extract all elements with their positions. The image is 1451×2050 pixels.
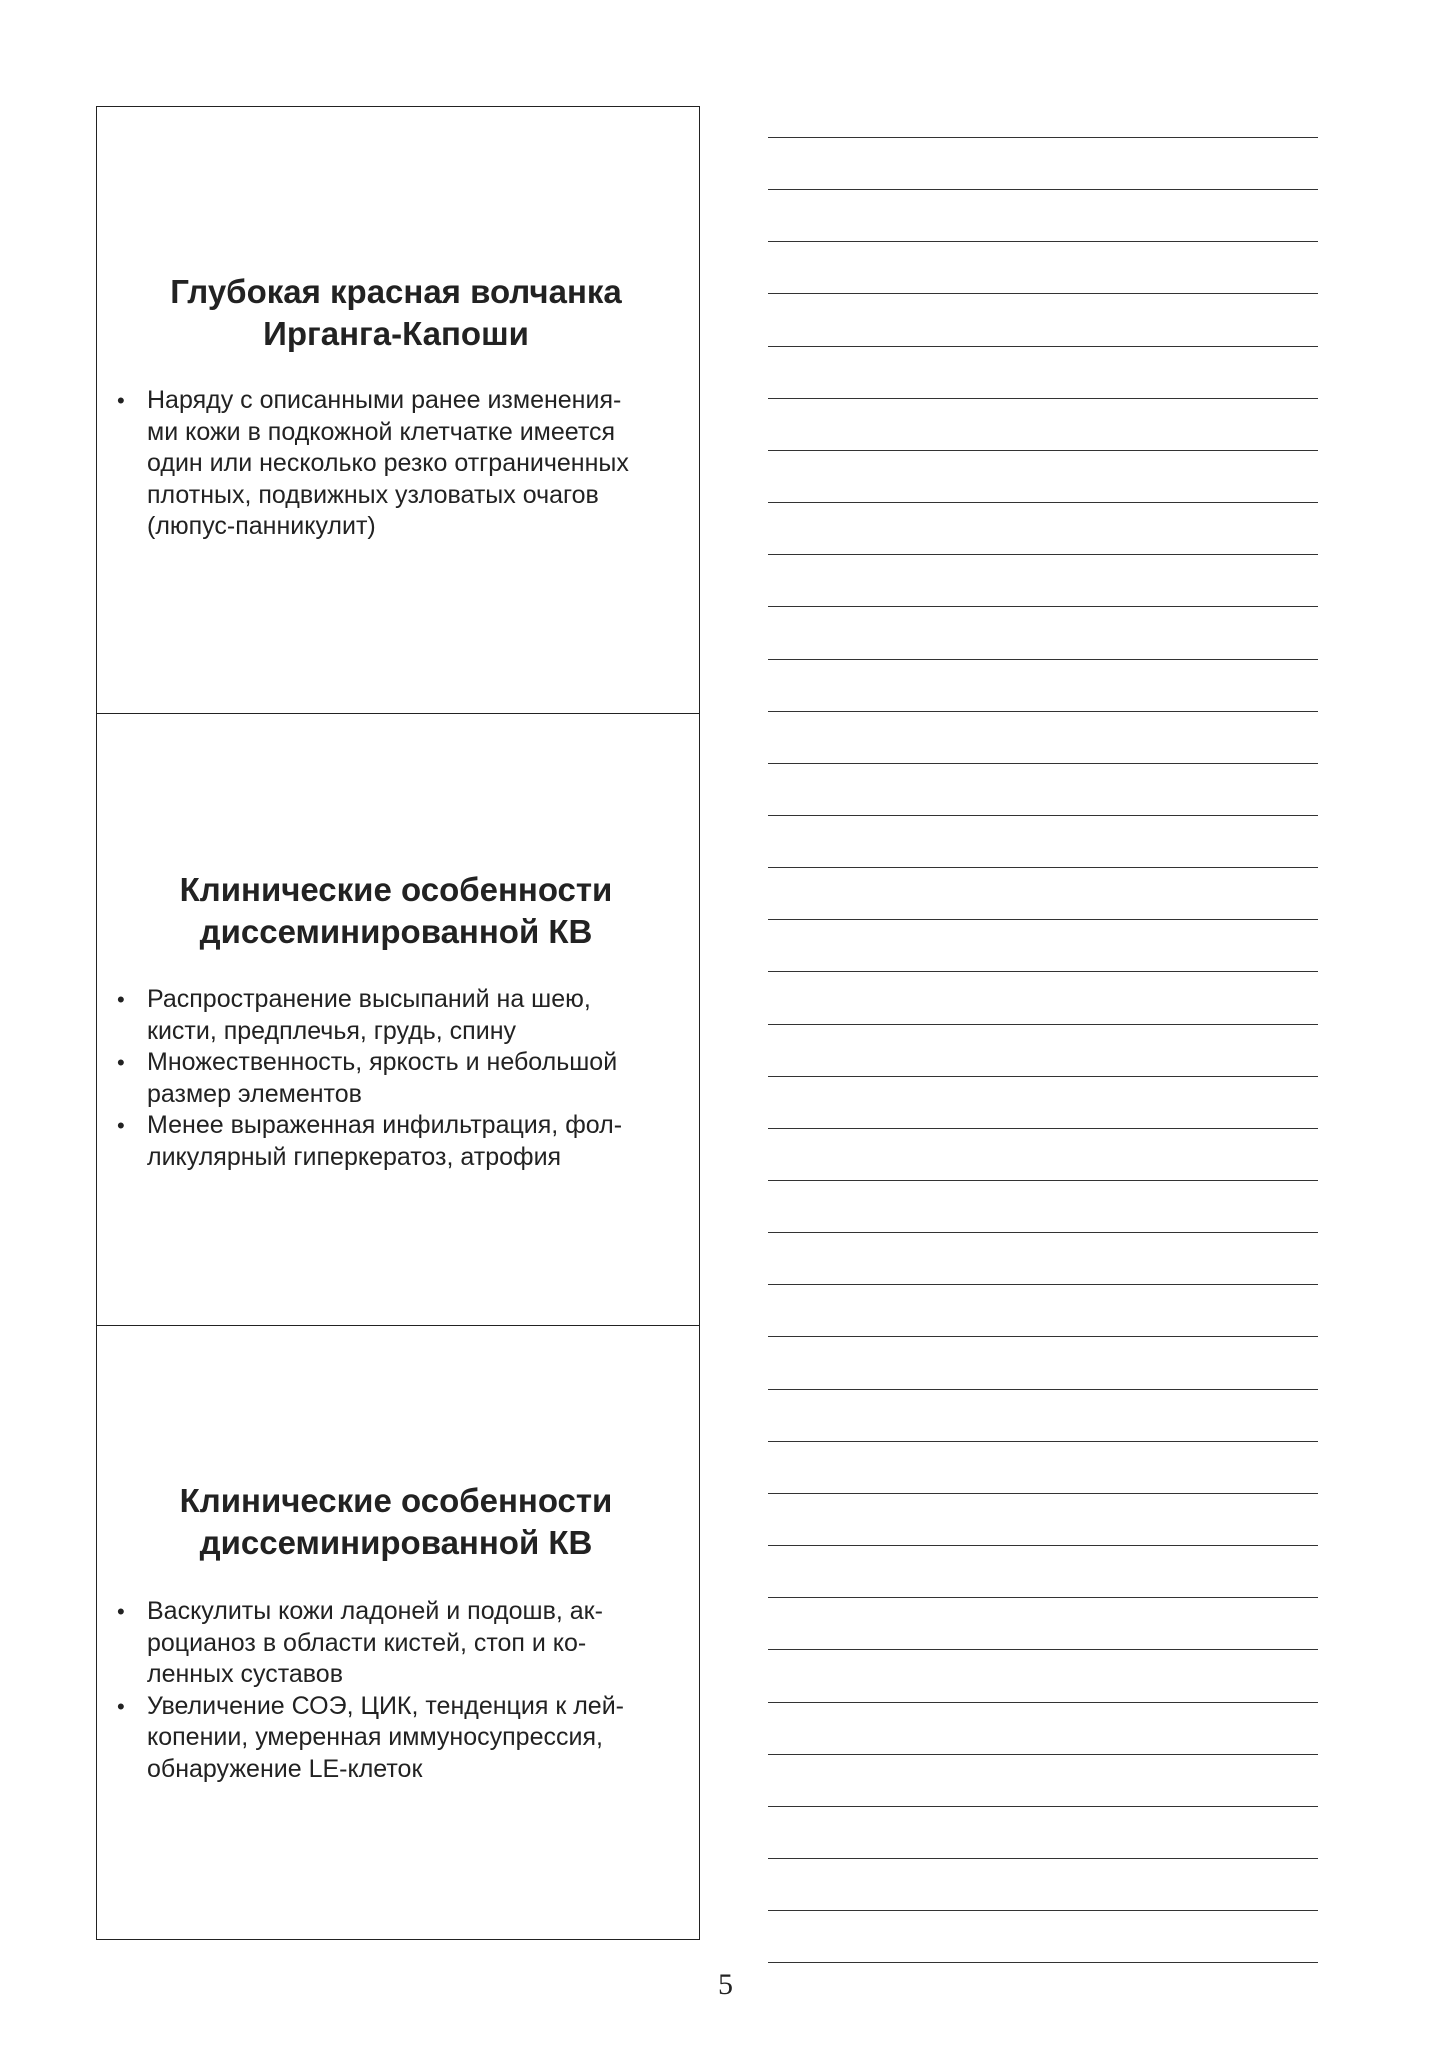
note-line <box>768 502 1318 503</box>
slide-title-line: диссеминированной КВ <box>199 913 593 950</box>
note-line <box>768 1024 1318 1025</box>
note-line <box>768 1649 1318 1650</box>
slide-title <box>111 1480 681 1564</box>
note-line <box>768 1858 1318 1859</box>
note-line <box>768 1597 1318 1598</box>
note-line <box>768 867 1318 868</box>
note-line <box>768 1962 1318 1963</box>
bullet-item <box>111 1691 681 1786</box>
bullet-item <box>111 984 681 1047</box>
note-line <box>768 1076 1318 1077</box>
note-line <box>768 1128 1318 1129</box>
slide-title-line: Клинические особенности <box>179 871 613 908</box>
note-line <box>768 293 1318 294</box>
note-line <box>768 815 1318 816</box>
slide-title <box>111 271 681 355</box>
note-line <box>768 1232 1318 1233</box>
bullet-line: Васкулиты кожи ладоней и подошв, ак- <box>147 1597 603 1625</box>
slide-2 <box>97 713 699 1325</box>
page-number: 5 <box>718 1968 733 2001</box>
note-line <box>768 1336 1318 1337</box>
note-line <box>768 919 1318 920</box>
slide-3 <box>97 1325 699 1939</box>
bullet-line: ликулярный гиперкератоз, атрофия <box>147 1142 562 1171</box>
bullet-line: Распространение высыпаний на шею, <box>147 985 591 1013</box>
bullet-dot: • <box>117 388 125 413</box>
bullet-list <box>111 984 681 1173</box>
bullet-line: Менее выраженная инфильтрация, фол- <box>147 1111 623 1139</box>
note-line <box>768 971 1318 972</box>
slide-1 <box>97 107 699 713</box>
bullet-line: копении, умеренная иммуносупрессия, <box>147 1723 603 1751</box>
bullet-dot: • <box>117 987 125 1012</box>
bullet-list <box>111 385 681 543</box>
bullet-dot: • <box>117 1050 125 1075</box>
bullet-line: Множественность, яркость и небольшой <box>147 1048 618 1076</box>
bullet-line: обнаружение LE-клеток <box>147 1754 423 1783</box>
note-line <box>768 1910 1318 1911</box>
note-line <box>768 1493 1318 1494</box>
note-line <box>768 1441 1318 1442</box>
bullet-line: роцианоз в области кистей, стоп и ко- <box>147 1628 587 1657</box>
note-line <box>768 1180 1318 1181</box>
note-line <box>768 241 1318 242</box>
note-line <box>768 659 1318 660</box>
note-line <box>768 346 1318 347</box>
note-line <box>768 554 1318 555</box>
note-line <box>768 450 1318 451</box>
note-line <box>768 1806 1318 1807</box>
bullet-dot: • <box>117 1599 125 1624</box>
slide-title-line: Клинические особенности <box>179 1482 613 1519</box>
bullet-list <box>111 1596 681 1785</box>
note-line <box>768 1389 1318 1390</box>
bullet-line: ми кожи в подкожной клетчатке имеется <box>147 417 616 446</box>
note-line <box>768 398 1318 399</box>
slide-title-line: диссеминированной КВ <box>199 1524 593 1561</box>
bullet-line: размер элементов <box>147 1079 362 1108</box>
note-line <box>768 189 1318 190</box>
note-line <box>768 1754 1318 1755</box>
slide-title <box>111 869 681 953</box>
bullet-item <box>111 1110 681 1173</box>
bullet-dot: • <box>117 1693 125 1719</box>
slide-title-line: Глубокая красная волчанка <box>170 273 622 310</box>
bullet-item <box>111 1596 681 1691</box>
bullet-line: плотных, подвижных узловатых очагов <box>147 480 599 509</box>
bullet-line: ленных суставов <box>147 1660 343 1688</box>
bullet-line: кисти, предплечья, грудь, спину <box>147 1016 516 1045</box>
bullet-line: Наряду с описанными ранее изменения- <box>147 386 622 414</box>
bullet-item <box>111 1047 681 1110</box>
note-line <box>768 1702 1318 1703</box>
bullet-line: один или несколько резко отграниченных <box>147 449 629 477</box>
bullet-line: Увеличение СОЭ, ЦИК, тенденция к лей- <box>147 1691 624 1720</box>
note-line <box>768 1545 1318 1546</box>
note-line <box>768 763 1318 764</box>
bullet-item <box>111 385 681 543</box>
note-line <box>768 606 1318 607</box>
bullet-line: (люпус-панникулит) <box>147 512 376 540</box>
slides-column <box>96 106 700 1940</box>
slide-title-line: Ирганга-Капоши <box>263 315 529 352</box>
note-line <box>768 711 1318 712</box>
note-line <box>768 1284 1318 1285</box>
bullet-dot: • <box>117 1113 125 1138</box>
note-line <box>768 137 1318 138</box>
